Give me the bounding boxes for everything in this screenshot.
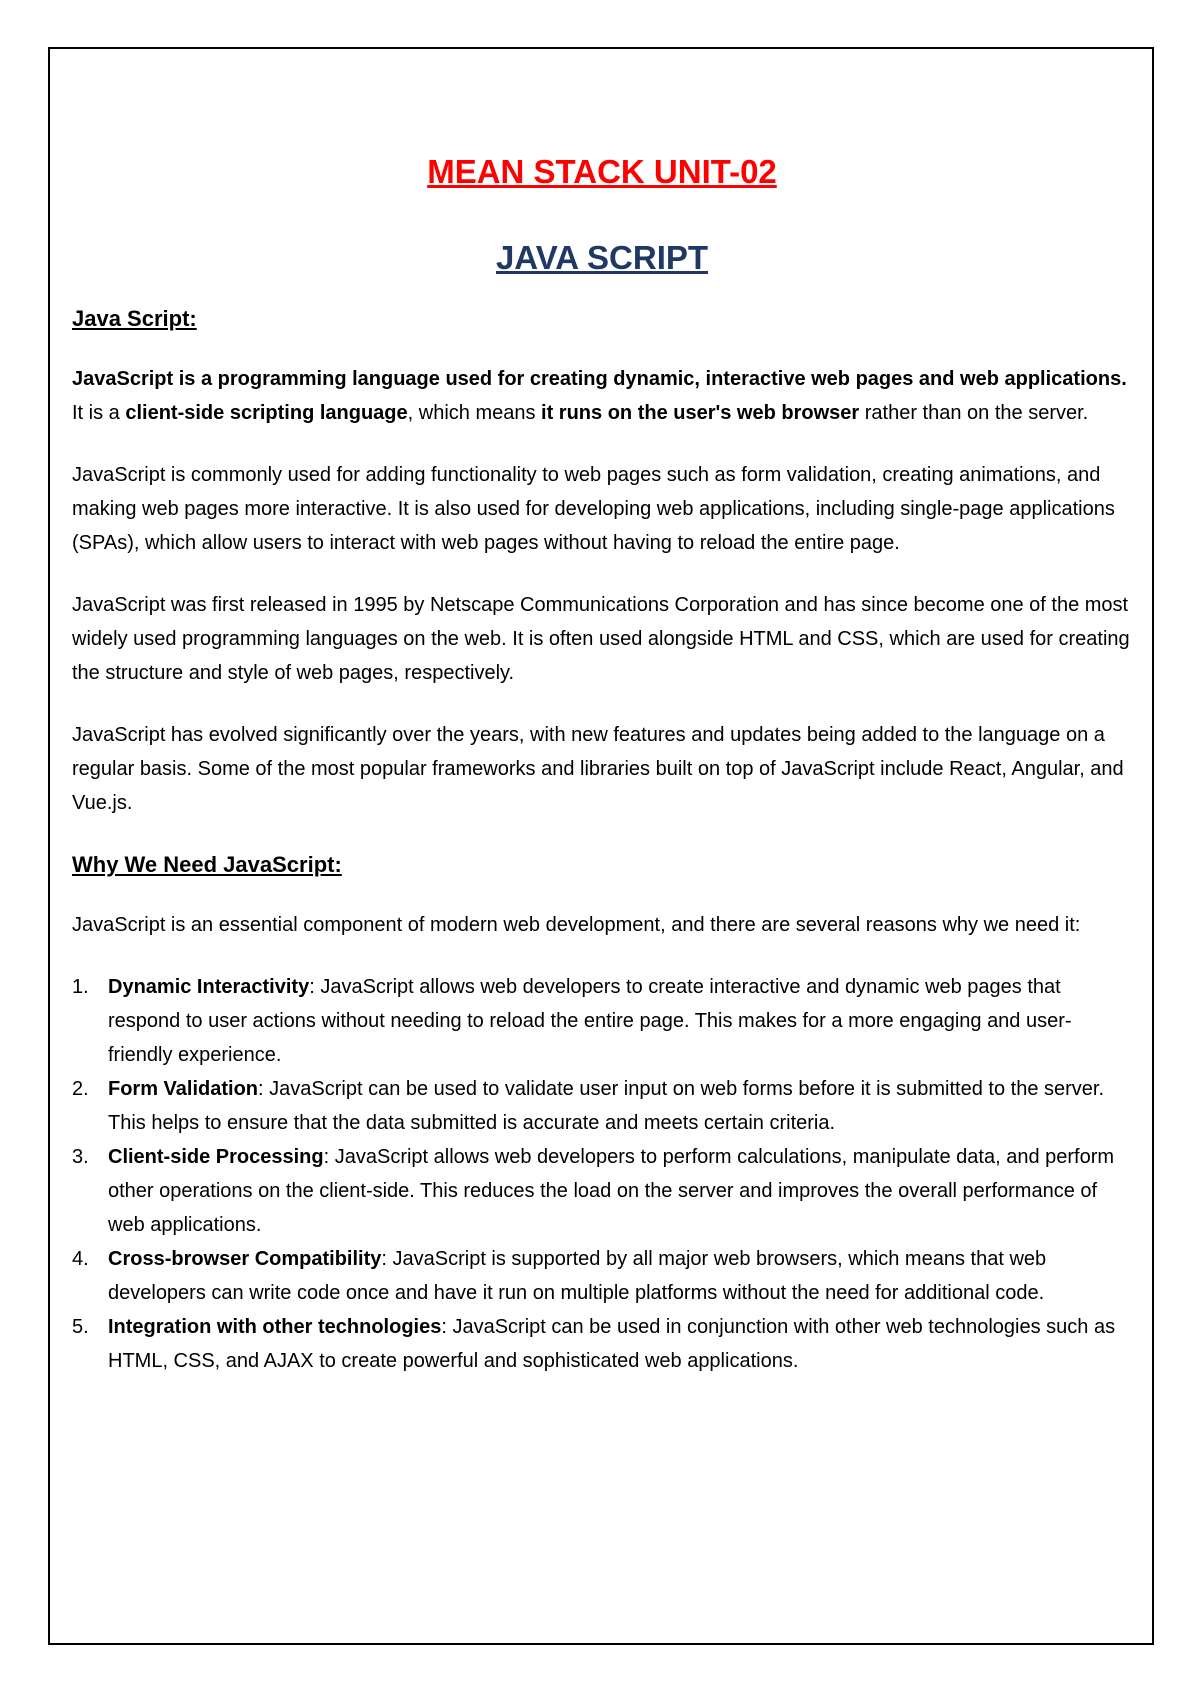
reasons-list: [72, 970, 1132, 1378]
paragraph-evolution: JavaScript has evolved significantly over the years, with new features and updates being added to the language on a regular basis. Some of the most popular frameworks and libraries built on top of JavaScript include React, Angular, and Vue.js.: [72, 724, 1124, 814]
list-item-number: 5.: [72, 1316, 89, 1338]
list-item: [72, 1310, 1132, 1378]
paragraph-intro-text-f: rather than on the server.: [859, 402, 1089, 424]
paragraph-usage: JavaScript is commonly used for adding functionality to web pages such as form validation, creating animations, and making web pages more interactive. It is also used for developing web applications, including single-page applications (SPAs), which allow users to interact with web pages without having to reload the entire page.: [72, 464, 1115, 554]
list-item-text: : JavaScript can be used in conjunction with other web technologies such as HTML, CSS, and AJAX to create powerful and sophisticated web applications.: [108, 1316, 1116, 1372]
paragraph-intro-bold-a: JavaScript is a programming language used for creating dynamic, interactive web pages and web applications.: [72, 368, 1127, 390]
paragraph-intro-bold-c: client-side scripting language: [125, 402, 408, 424]
list-item-text: : JavaScript allows web developers to perform calculations, manipulate data, and perform other operations on the client-side. This reduces the load on the server and improves the overall performance of web applications.: [108, 1146, 1115, 1236]
paragraph-intro-text-b: It is a: [72, 402, 126, 424]
list-item-title: Form Validation: [108, 1078, 259, 1100]
list-item: [72, 1242, 1132, 1310]
list-item: [72, 970, 1132, 1072]
document-body: [72, 148, 1132, 1378]
document-subtitle: JAVA SCRIPT: [495, 239, 709, 276]
paragraph-why-intro: JavaScript is an essential component of modern web development, and there are several reasons why we need it:: [72, 914, 1081, 936]
list-item: [72, 1072, 1132, 1140]
document-title: MEAN STACK UNIT-02: [427, 153, 777, 190]
list-item-number: 4.: [72, 1248, 89, 1270]
list-item-number: 3.: [72, 1146, 89, 1168]
list-item-text: : JavaScript can be used to validate user input on web forms before it is submitted to the server. This helps to ensure that the data submitted is accurate and meets certain criteria.: [108, 1078, 1105, 1134]
list-item-title: Cross-browser Compatibility: [108, 1248, 382, 1270]
list-item-text: : JavaScript is supported by all major web browsers, which means that web developers can write code once and have it run on multiple platforms without the need for additional code.: [108, 1248, 1047, 1304]
paragraph-intro-text-d: , which means: [407, 402, 542, 424]
paragraph-history: JavaScript was first released in 1995 by Netscape Communications Corporation and has since become one of the most widely used programming languages on the web. It is often used alongside HTML and CSS, which are used for creating the structure and style of web pages, respectively.: [72, 594, 1130, 684]
section-heading-why-we-need: Why We Need JavaScript:: [72, 852, 342, 877]
list-item: [72, 1140, 1132, 1242]
list-item-title: Dynamic Interactivity: [108, 976, 310, 998]
list-item-text: : JavaScript allows web developers to create interactive and dynamic web pages that respond to user actions without needing to reload the entire page. This makes for a more engaging and user-friendly experience.: [108, 976, 1072, 1066]
list-item-number: 1.: [72, 976, 89, 998]
list-item-number: 2.: [72, 1078, 89, 1100]
paragraph-intro: [72, 362, 1132, 430]
list-item-title: Client-side Processing: [108, 1146, 324, 1168]
list-item-title: Integration with other technologies: [108, 1316, 442, 1338]
paragraph-intro-bold-e: it runs on the user's web browser: [541, 402, 860, 424]
section-heading-java-script: Java Script:: [72, 306, 197, 331]
